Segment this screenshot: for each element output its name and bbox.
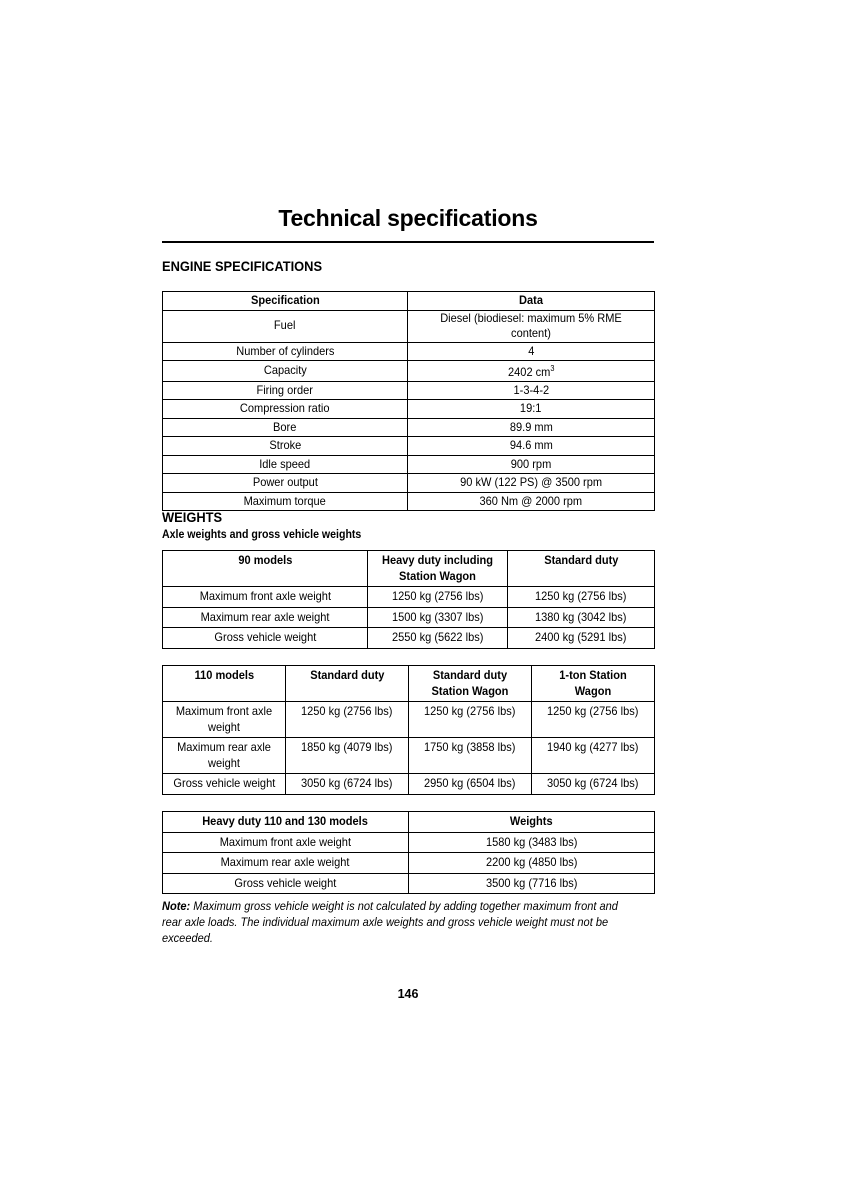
table-row (163, 873, 655, 894)
table-cell: 1580 kg (3483 lbs) (409, 832, 655, 853)
column-header: Standard duty (286, 666, 409, 702)
note-label: Note: (162, 899, 191, 913)
column-header: Heavy duty including Station Wagon (368, 551, 508, 587)
column-header: 110 models (163, 666, 286, 702)
spec-value-cell: 19:1 (408, 400, 655, 419)
spec-value-cell (408, 361, 655, 382)
table-cell: 1750 kg (3858 lbs) (409, 738, 532, 774)
weight-note (162, 898, 640, 946)
spec-name-cell: Fuel (163, 310, 408, 342)
spec-name-cell: Maximum torque (163, 492, 408, 511)
table-cell: 1250 kg (2756 lbs) (508, 587, 655, 608)
table-cell: Maximum front axle weight (163, 832, 409, 853)
spec-value-cell: 89.9 mm (408, 418, 655, 437)
page-number: 146 (397, 987, 419, 1001)
capacity-value: 2402 cm (507, 365, 551, 379)
table-cell: 1250 kg (2756 lbs) (368, 587, 508, 608)
spec-name-cell: Bore (163, 418, 408, 437)
column-header: Heavy duty 110 and 130 models (163, 812, 409, 833)
spec-value-cell: 1-3-4-2 (408, 381, 655, 400)
table-cell: 2400 kg (5291 lbs) (508, 628, 655, 649)
column-header: Data (408, 292, 655, 311)
table-cell: 2950 kg (6504 lbs) (409, 774, 532, 795)
column-header: 90 models (163, 551, 368, 587)
capacity-superscript: 3 (550, 364, 555, 373)
table-row (163, 400, 655, 419)
column-header: Specification (163, 292, 408, 311)
page-title: Technical specifications (278, 205, 538, 231)
table-cell: 1250 kg (2756 lbs) (532, 702, 655, 738)
table-cell: 1850 kg (4079 lbs) (286, 738, 409, 774)
table-cell: 1500 kg (3307 lbs) (368, 607, 508, 628)
table-header-row (163, 666, 655, 702)
table-cell: Gross vehicle weight (163, 774, 286, 795)
spec-value-cell: Diesel (biodiesel: maximum 5% RME content) (408, 310, 655, 342)
weights-110-table (162, 665, 655, 795)
table-row (163, 455, 655, 474)
table-header-row (163, 292, 655, 311)
table-cell: Maximum front axle weight (163, 702, 286, 738)
table-header-row (163, 812, 655, 833)
table-cell: 1250 kg (2756 lbs) (409, 702, 532, 738)
spec-name-cell: Power output (163, 474, 408, 493)
table-row (163, 381, 655, 400)
spec-name-cell: Idle speed (163, 455, 408, 474)
weights-90-table (162, 550, 655, 649)
table-row (163, 738, 655, 774)
table-row (163, 607, 655, 628)
table-header-row (163, 551, 655, 587)
table-cell: Gross vehicle weight (163, 628, 368, 649)
column-header: Standard duty Station Wagon (409, 666, 532, 702)
table-row (163, 437, 655, 456)
table-cell: Maximum rear axle weight (163, 607, 368, 628)
table-row (163, 628, 655, 649)
table-cell: 2200 kg (4850 lbs) (409, 853, 655, 874)
table-row (163, 342, 655, 361)
table-cell: Maximum front axle weight (163, 587, 368, 608)
weights-subheading: Axle weights and gross vehicle weights (162, 529, 362, 541)
title-divider (162, 241, 654, 243)
table-cell: Maximum rear axle weight (163, 853, 409, 874)
table-cell: 3050 kg (6724 lbs) (286, 774, 409, 795)
column-header: Weights (409, 812, 655, 833)
table-row (163, 774, 655, 795)
table-row (163, 474, 655, 493)
engine-section-heading: ENGINE SPECIFICATIONS (162, 258, 323, 274)
table-row (163, 361, 655, 382)
spec-name-cell: Stroke (163, 437, 408, 456)
spec-name-cell: Firing order (163, 381, 408, 400)
table-row (163, 702, 655, 738)
spec-value-cell: 360 Nm @ 2000 rpm (408, 492, 655, 511)
table-row (163, 418, 655, 437)
table-cell: 3500 kg (7716 lbs) (409, 873, 655, 894)
table-row (163, 587, 655, 608)
spec-value-cell: 900 rpm (408, 455, 655, 474)
column-header: Standard duty (508, 551, 655, 587)
table-cell: Gross vehicle weight (163, 873, 409, 894)
table-cell: 1940 kg (4277 lbs) (532, 738, 655, 774)
table-cell: 1380 kg (3042 lbs) (508, 607, 655, 628)
spec-value-cell: 94.6 mm (408, 437, 655, 456)
table-cell: Maximum rear axle weight (163, 738, 286, 774)
table-row (163, 832, 655, 853)
spec-name-cell: Number of cylinders (163, 342, 408, 361)
table-row (163, 310, 655, 342)
table-row (163, 853, 655, 874)
spec-name-cell: Capacity (163, 361, 408, 382)
table-cell: 3050 kg (6724 lbs) (532, 774, 655, 795)
note-text: Maximum gross vehicle weight is not calculated by adding together maximum front and rear axle loads. The individual maximum axle weights and gross vehicle weight must not be exceeded. (162, 899, 618, 945)
column-header: 1-ton Station Wagon (532, 666, 655, 702)
spec-name-cell: Compression ratio (163, 400, 408, 419)
table-row (163, 492, 655, 511)
spec-value-cell: 90 kW (122 PS) @ 3500 rpm (408, 474, 655, 493)
weights-heavy-duty-table (162, 811, 655, 894)
table-cell: 2550 kg (5622 lbs) (368, 628, 508, 649)
engine-spec-table (162, 291, 655, 511)
spec-value-cell: 4 (408, 342, 655, 361)
table-cell: 1250 kg (2756 lbs) (286, 702, 409, 738)
weights-section-heading: WEIGHTS (162, 509, 223, 525)
